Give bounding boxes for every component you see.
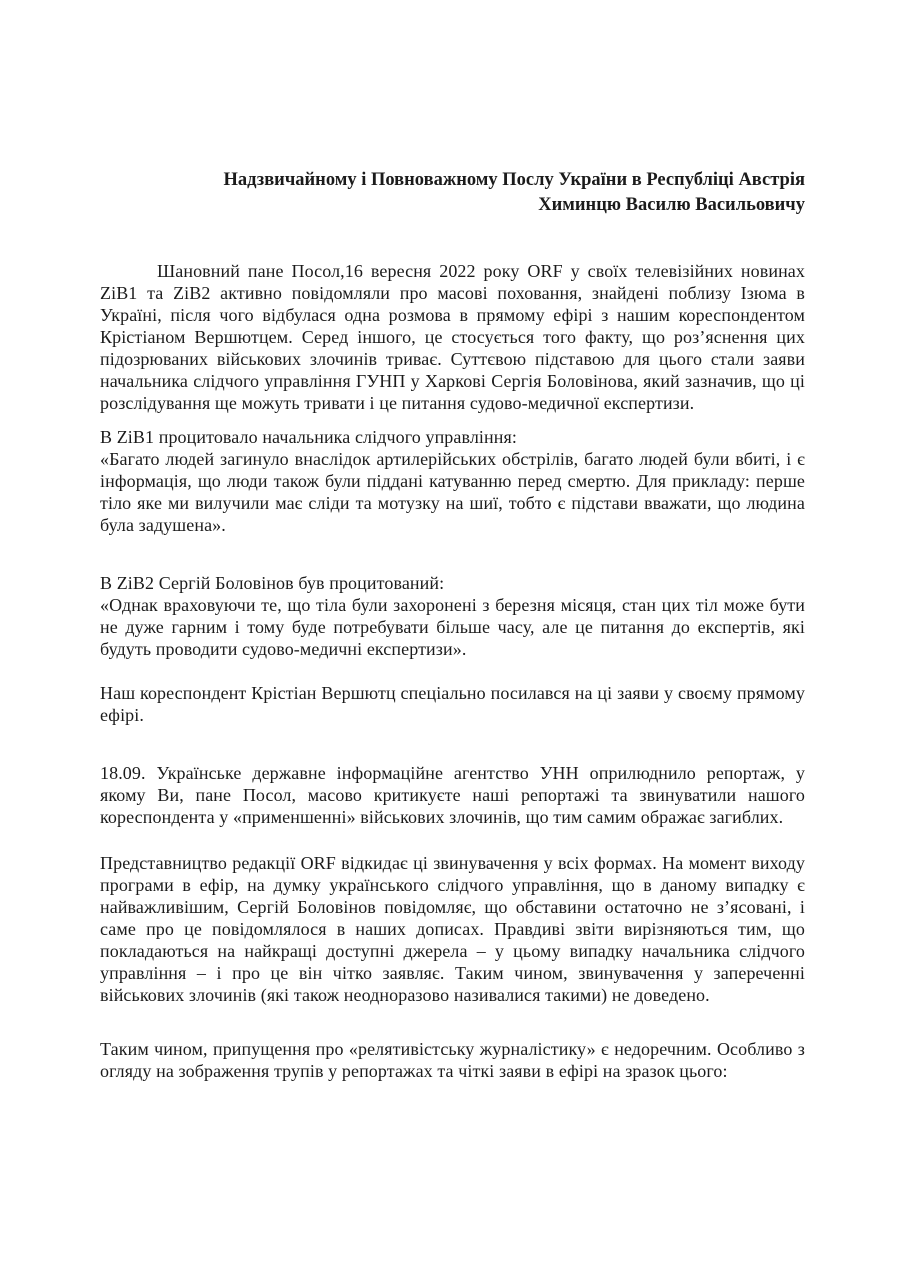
paragraph-zib2-intro: В ZiB2 Сергій Боловінов був процитований:: [100, 573, 445, 593]
paragraph-unn-report: 18.09. Українське державне інформаційне агентство УНН оприлюднило репортаж, у якому Ви, пане Посол, масово критикуєте наші репортажі та звинуватили нашого кореспондента у «применшенні» військових злочинів, що тим самим ображає загиблих.: [100, 763, 805, 827]
recipient-line-1: Надзвичайному і Повноважному Послу України в Республіці Австрія: [223, 170, 805, 190]
paragraph-orf-response: Представництво редакції ORF відкидає ці звинувачення у всіх формах. На момент виходу програми в ефір, на думку українського слідчого управління, що в даному випадку є найважливішим, Сергій Боловінов повідомляє, що обставини остаточно не з’ясовані, і саме про це повідомлялося в наших дописах. Правдиві звіти вирізняються тим, що покладаються на найкращі доступні джерела – у цьому випадку начальника слідчого управління – і про це він чітко заявляє. Таким чином, звинувачення у запереченні військових злочинів (які також неодноразово називалися такими) не доведено.: [100, 853, 805, 1005]
paragraph-correspondent-note: Наш кореспондент Крістіан Вершютц спеціально посилався на ці заяви у своєму прямому ефірі.: [100, 683, 805, 725]
paragraph-zib1-quote: «Багато людей загинуло внаслідок артилерійських обстрілів, багато людей були вбиті, і є інформація, що люди також були піддані катуванню перед смертю. Для прикладу: перше тіло яке ми вилучили має сліди та мотузку на шиї, тобто є підстави вважати, що людина була задушена».: [100, 449, 805, 535]
recipient-block: [100, 168, 805, 218]
paragraph-conclusion: Таким чином, припущення про «релятивістську журналістику» є недоречним. Особливо з огляду на зображення трупів у репортажах та чіткі заяви в ефірі на зразок цього:: [100, 1039, 805, 1081]
paragraph-zib1-intro: В ZiB1 процитовало начальника слідчого управління:: [100, 427, 517, 447]
paragraph-zib2-quote: «Однак враховуючи те, що тіла були захоронені з березня місяця, стан цих тіл може бути не дуже гарним і тому буде потребувати більше часу, але це питання до експертів, які будуть проводити судово-медичні експертизи».: [100, 595, 805, 659]
paragraph-salutation: Шановний пане Посол,16 вересня 2022 року ORF у своїх телевізійних новинах ZiB1 та ZiB2 активно повідомляли про масові поховання, знайдені поблизу Ізюма в Україні, після чого відбулася одна розмова в прямому ефірі з нашим кореспондентом Крістіаном Вершютцем. Серед іншого, це стосується того факту, що роз’яснення цих підозрюваних військових злочинів триває. Суттєвою підставою для цього стали заяви начальника слідчого управління ГУНП у Харкові Сергія Боловінова, який зазначив, що ці розслідування ще можуть тривати і це питання судово-медичної експертизи.: [100, 261, 805, 413]
recipient-line-2: Химинцю Василю Васильовичу: [538, 195, 805, 215]
